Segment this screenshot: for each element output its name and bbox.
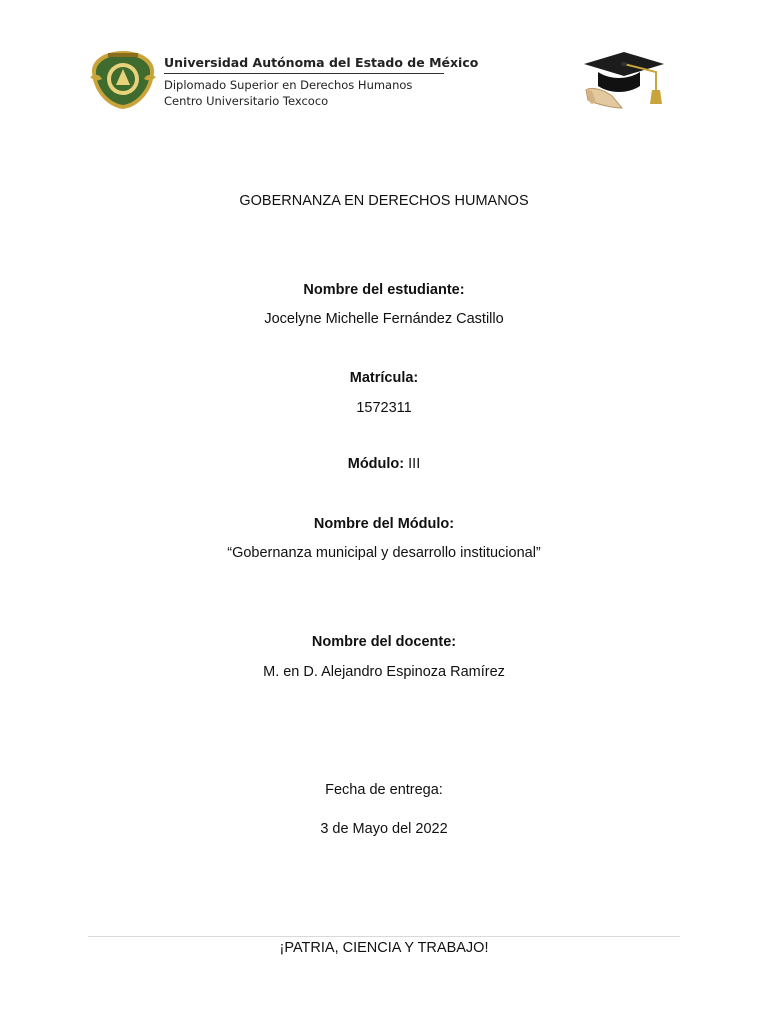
module-name-label: Nombre del Módulo: (313, 516, 455, 532)
university-text-block (164, 55, 479, 109)
module-value: III (408, 456, 421, 472)
enrollment-label: Matrícula: (349, 370, 419, 386)
program-name: Diplomado Superior en Derechos Humanos (164, 78, 413, 92)
university-divider (164, 73, 444, 74)
enrollment-number: 1572311 (356, 400, 412, 416)
graduation-cap-icon (582, 50, 672, 112)
module-label: Módulo: (347, 456, 405, 472)
document-title: GOBERNANZA EN DERECHOS HUMANOS (239, 193, 529, 209)
center-name: Centro Universitario Texcoco (164, 94, 329, 108)
student-name: Jocelyne Michelle Fernández Castillo (264, 311, 504, 327)
university-seal-icon (88, 49, 158, 111)
document-header (0, 0, 768, 130)
university-name: Universidad Autónoma del Estado de México (164, 55, 479, 70)
module-line (0, 455, 768, 473)
footer-motto: ¡PATRIA, CIENCIA Y TRABAJO! (279, 940, 489, 956)
delivery-date: 3 de Mayo del 2022 (320, 821, 448, 837)
footer-divider (88, 936, 680, 937)
module-name-value: “Gobernanza municipal y desarrollo institucional” (227, 545, 541, 561)
teacher-name: M. en D. Alejandro Espinoza Ramírez (263, 664, 505, 680)
teacher-label: Nombre del docente: (311, 634, 457, 650)
student-label: Nombre del estudiante: (303, 282, 465, 298)
delivery-label: Fecha de entrega: (325, 782, 443, 798)
